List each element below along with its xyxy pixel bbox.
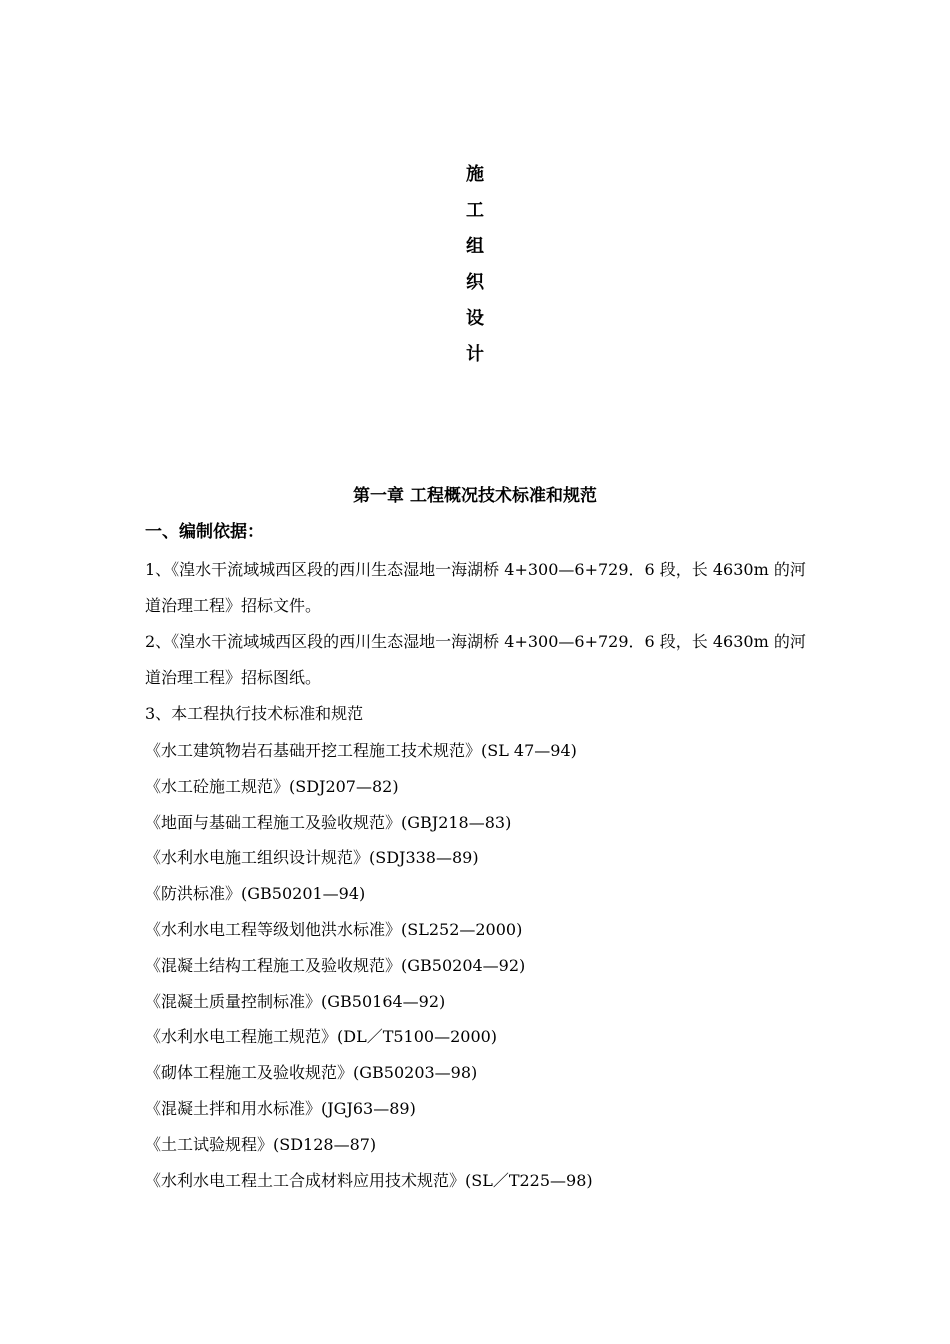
standard-item: 《防洪标准》(GB50201—94) (145, 884, 366, 904)
title-char: 组 (466, 236, 484, 257)
standard-item: 《水工砼施工规范》(SDJ207—82) (145, 776, 399, 796)
title-char: 设 (466, 308, 484, 329)
vertical-document-title (455, 157, 495, 373)
standard-item: 《水工建筑物岩石基础开挖工程施工技术规范》(SL 47—94) (145, 741, 577, 760)
section-heading: 一、编制依据： (145, 522, 264, 542)
standard-item: 《地面与基础工程施工及验收规范》(GBJ218—83) (145, 812, 512, 832)
standard-item: 《混凝土拌和用水标准》(JGJ63—89) (145, 1098, 416, 1118)
standard-item: 《水利水电施工组织设计规范》(SDJ338—89) (145, 848, 479, 868)
basis-items (145, 552, 810, 732)
standard-item: 《混凝土结构工程施工及验收规范》(GB50204—92) (145, 955, 526, 975)
title-char: 施 (466, 164, 484, 185)
chapter-heading: 第一章 工程概况技术标准和规范 (353, 486, 597, 506)
standard-item: 《水利水电工程等级划他洪水标准》(SL252—2000) (145, 919, 523, 939)
basis-item: 3、本工程执行技术标准和规范 (145, 704, 364, 723)
title-char: 工 (466, 200, 484, 221)
basis-item: 1、《湟水干流域城西区段的西川生态湿地一海湖桥 4+300—6+729．6 段，长 4630m 的河道治理工程》招标文件。 (145, 560, 806, 615)
standard-item: 《水利水电工程土工合成材料应用技术规范》(SL／T225—98) (145, 1170, 593, 1190)
standard-item: 《砌体工程施工及验收规范》(GB50203—98) (145, 1063, 478, 1083)
title-char: 织 (466, 272, 484, 293)
standard-item: 《水利水电工程施工规范》(DL／T5100—2000) (145, 1027, 498, 1047)
standard-item: 《土工试验规程》(SD128—87) (145, 1134, 377, 1154)
standard-item: 《混凝土质量控制标准》(GB50164—92) (145, 991, 446, 1011)
title-char: 计 (466, 344, 484, 365)
standards-list (145, 733, 810, 1198)
basis-item: 2、《湟水干流域城西区段的西川生态湿地一海湖桥 4+300—6+729．6 段，长 4630m 的河道治理工程》招标图纸。 (145, 632, 806, 687)
